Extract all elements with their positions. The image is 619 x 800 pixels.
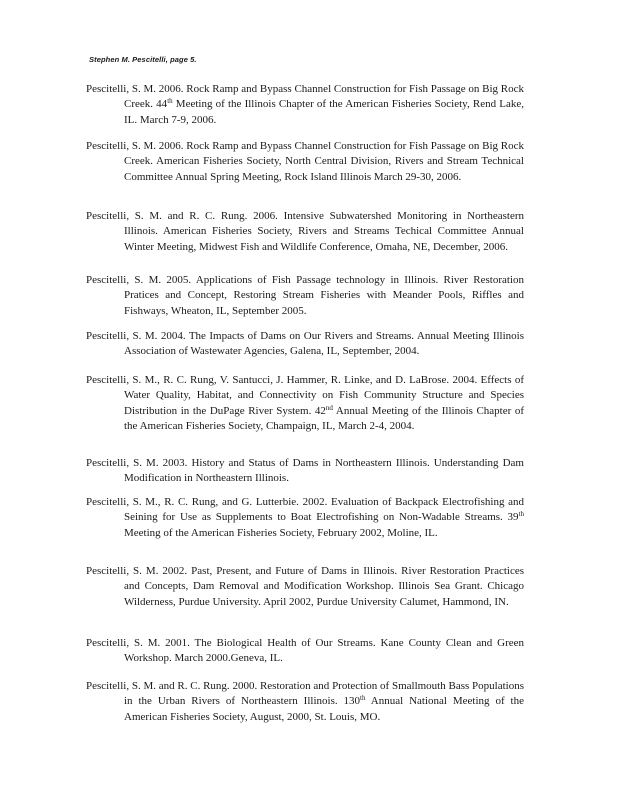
citation-entry: Pescitelli, S. M. 2006. Rock Ramp and Bypass Channel Construction for Fish Passage on Big Rock Creek. 44th Meeting of the Illinois Chapter of the American Fisheries Society, Rend Lake, IL. March 7-9, 2006. xyxy=(86,83,525,126)
citation-entry: Pescitelli, S. M. 2004. The Impacts of Dams on Our Rivers and Streams. Annual Meeting Illinois Association of Wastewater Agencies, Galena, IL, September, 2004. xyxy=(86,330,524,358)
page-header: Stephen M. Pescitelli, page 5. xyxy=(89,55,197,64)
citation-entry: Pescitelli, S. M. 2002. Past, Present, and Future of Dams in Illinois. River Restoration Practices and Concepts, Dam Removal and Modification Workshop. Illinois Sea Grant. Chicago Wilderness, Purdue University. April 2002, Purdue University Calumet, Hammond, IN. xyxy=(86,565,524,608)
citation-entry: Pescitelli, S. M. 2006. Rock Ramp and Bypass Channel Construction for Fish Passage on Big Rock Creek. American Fisheries Society, North Central Division, Rivers and Stream Technical Committee Annual Spring Meeting, Rock Island Illinois March 29-30, 2006. xyxy=(86,140,524,183)
citation-entry: Pescitelli, S. M. and R. C. Rung. 2006. Intensive Subwatershed Monitoring in Northeastern Illinois. American Fisheries Society, Rivers and Streams Techical Committee Annual Winter Meeting, Midwest Fish and Wildlife Conference, Omaha, NE, December, 2006. xyxy=(86,210,524,253)
citation-entry: Pescitelli, S. M. 2001. The Biological Health of Our Streams. Kane County Clean and Green Workshop. March 2000.Geneva, IL. xyxy=(86,637,524,665)
citation-entry: Pescitelli, S. M., R. C. Rung, V. Santucci, J. Hammer, R. Linke, and D. LaBrose. 2004. Effects of Water Quality, Habitat, and Connectivity on Fish Community Structure and Species Distribution in the DuPage River System. 42nd Annual Meeting of the Illinois Chapter of the American Fisheries Society, Champaign, IL, March 2-4, 2004. xyxy=(86,374,525,432)
citation-entry: Pescitelli, S. M., R. C. Rung, and G. Lutterbie. 2002. Evaluation of Backpack Electrofishing and Seining for Use as Supplements to Boat Electrofishing on Non-Wadable Streams. 39th Meeting of the American Fisheries Society, February 2002, Moline, IL. xyxy=(86,496,524,539)
citation-entry: Pescitelli, S. M. 2005. Applications of Fish Passage technology in Illinois. River Restoration Pratices and Concept, Restoring Stream Fisheries with Meander Pools, Riffles and Fishways, Wheaton, IL, September 2005. xyxy=(86,274,524,317)
citation-entry: Pescitelli, S. M. and R. C. Rung. 2000. Restoration and Protection of Smallmouth Bass Populations in the Urban Rivers of Northeastern Illinois. 130th Annual National Meeting of the American Fisheries Society, August, 2000, St. Louis, MO. xyxy=(86,680,524,723)
citation-entry: Pescitelli, S. M. 2003. History and Status of Dams in Northeastern Illinois. Understanding Dam Modification in Northeastern Illinois. xyxy=(86,457,524,485)
